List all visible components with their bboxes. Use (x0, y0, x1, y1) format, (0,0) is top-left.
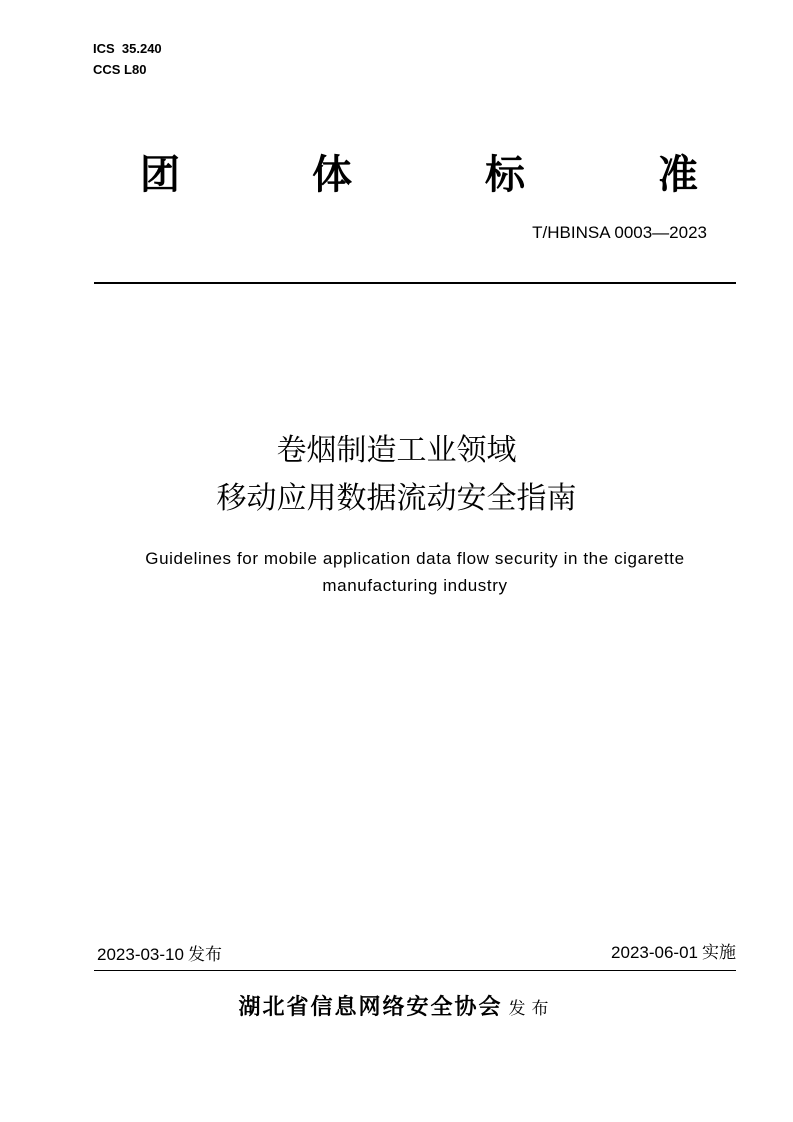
classification-codes (93, 38, 162, 80)
issue-date-block (97, 944, 222, 966)
ccs-code: CCS L80 (93, 62, 147, 77)
issue-date: 2023-03-10 (97, 945, 184, 964)
title-chinese (0, 427, 793, 523)
standard-type-char: 标 (485, 152, 525, 198)
publisher-line (0, 993, 793, 1024)
issue-label: 发布 (187, 945, 222, 965)
bottom-divider (94, 970, 736, 971)
effective-date-block (611, 942, 736, 964)
standard-type-char: 体 (312, 152, 352, 198)
standard-type-heading (140, 150, 710, 200)
ics-code: ICS 35.240 (93, 41, 162, 56)
top-divider (94, 282, 736, 284)
effective-date: 2023-06-01 (611, 943, 698, 962)
standard-number: T/HBINSA 0003—2023 (532, 223, 707, 242)
standard-type-char: 准 (658, 152, 698, 198)
standard-type-char: 团 (140, 152, 180, 198)
effective-label: 实施 (702, 943, 736, 963)
title-chinese-line-1: 卷烟制造工业领域 (276, 433, 517, 468)
title-chinese-line-2: 移动应用数据流动安全指南 (216, 481, 577, 516)
publisher-organization: 湖北省信息网络安全协会 (238, 995, 503, 1020)
title-english: Guidelines for mobile application data flow security in the cigarette manufacturing industry (145, 549, 685, 595)
publisher-label: 发布 (508, 999, 555, 1019)
